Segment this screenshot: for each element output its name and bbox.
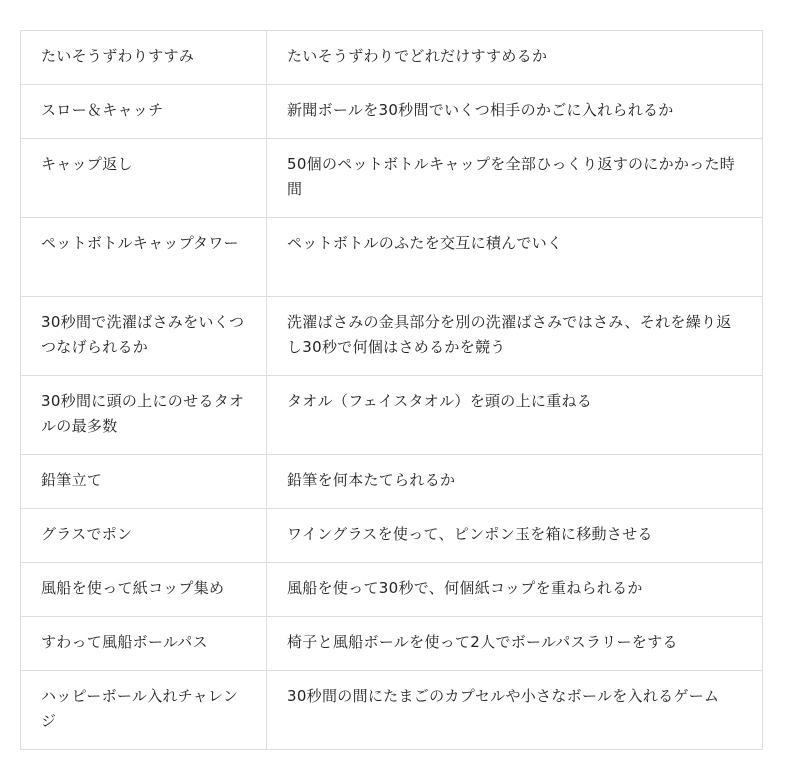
game-name-cell: すわって風船ボールパス	[21, 617, 267, 671]
game-name-cell: 30秒間に頭の上にのせるタオルの最多数	[21, 376, 267, 455]
game-description-cell: 風船を使って30秒で、何個紙コップを重ねられるか	[267, 563, 763, 617]
game-description-cell: タオル（フェイスタオル）を頭の上に重ねる	[267, 376, 763, 455]
game-description-cell: 新聞ボールを30秒間でいくつ相手のかごに入れられるか	[267, 85, 763, 139]
game-description-cell: 椅子と風船ボールを使って2人でボールパスラリーをする	[267, 617, 763, 671]
game-name-cell: たいそうずわりすすみ	[21, 31, 267, 85]
game-description-cell: ワイングラスを使って、ピンポン玉を箱に移動させる	[267, 509, 763, 563]
table-row	[21, 297, 763, 376]
game-name-cell: ペットボトルキャップタワー	[21, 218, 267, 297]
game-name-cell: ハッピーボール入れチャレンジ	[21, 671, 267, 750]
game-name-cell: スロー＆キャッチ	[21, 85, 267, 139]
table-row	[21, 85, 763, 139]
table-row	[21, 509, 763, 563]
table-row	[21, 376, 763, 455]
game-description-cell: ペットボトルのふたを交互に積んでいく	[267, 218, 763, 297]
table-row	[21, 455, 763, 509]
game-description-cell: 30秒間の間にたまごのカプセルや小さなボールを入れるゲーム	[267, 671, 763, 750]
table-row	[21, 31, 763, 85]
game-name-cell: 鉛筆立て	[21, 455, 267, 509]
game-description-cell: 洗濯ばさみの金具部分を別の洗濯ばさみではさみ、それを繰り返し30秒で何個はさめるかを競う	[267, 297, 763, 376]
table-row	[21, 218, 763, 297]
table-row	[21, 671, 763, 750]
game-description-cell: 50個のペットボトルキャップを全部ひっくり返すのにかかった時間	[267, 139, 763, 218]
table-row	[21, 139, 763, 218]
table-row	[21, 563, 763, 617]
game-name-cell: グラスでポン	[21, 509, 267, 563]
table-row	[21, 617, 763, 671]
game-description-cell: 鉛筆を何本たてられるか	[267, 455, 763, 509]
game-name-cell: 風船を使って紙コップ集め	[21, 563, 267, 617]
game-list-table	[20, 30, 763, 750]
game-list-table-container	[20, 30, 762, 750]
game-description-cell: たいそうずわりでどれだけすすめるか	[267, 31, 763, 85]
game-name-cell: 30秒間で洗濯ばさみをいくつつなげられるか	[21, 297, 267, 376]
game-name-cell: キャップ返し	[21, 139, 267, 218]
